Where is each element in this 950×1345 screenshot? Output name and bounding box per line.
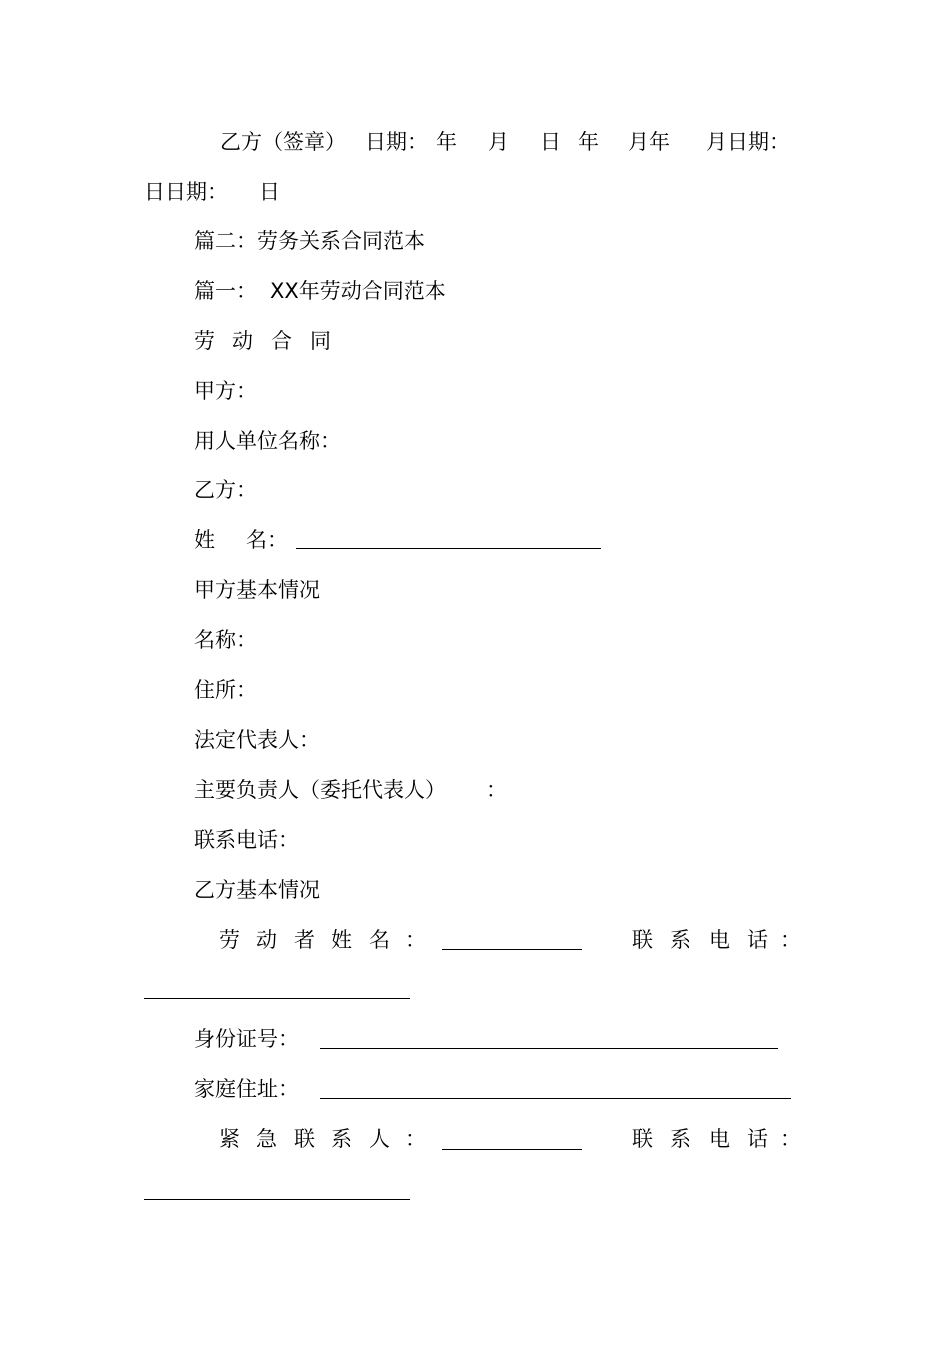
month-label: 月 [488, 130, 509, 154]
day-label-2: 日 [259, 180, 280, 204]
emergency-phone-char: 联 [632, 1127, 653, 1151]
worker-name-blank[interactable] [442, 949, 582, 950]
emergency-phone-char: 电 [709, 1127, 730, 1151]
id-number-blank[interactable] [320, 1048, 778, 1049]
employer-name-label: 用人单位名称： [194, 429, 341, 453]
emergency-contact-blank[interactable] [442, 1149, 582, 1150]
worker-name-char: 劳 [219, 928, 240, 952]
emergency-contact-char: 系 [331, 1127, 352, 1151]
emergency-phone-char: 话 [747, 1127, 768, 1151]
emergency-contact-char: 人 [369, 1127, 390, 1151]
phone-label: 联系电话： [194, 828, 299, 852]
contract-title-char: 劳 [194, 329, 215, 353]
worker-name-char: 名 [369, 928, 390, 952]
name-label-char: 名： [246, 528, 288, 552]
party-b-label: 乙方： [194, 478, 257, 502]
home-address-blank[interactable] [320, 1098, 791, 1099]
emergency-contact-char: ： [405, 1127, 426, 1151]
contract-title-char: 同 [310, 329, 331, 353]
emergency-phone-char: 系 [670, 1127, 691, 1151]
month-date-label: 月日期： [706, 130, 790, 154]
year-label: 年 [436, 130, 457, 154]
section-one-prefix: 篇一： [194, 279, 257, 303]
year-label-2: 年 [578, 130, 599, 154]
name-label-char: 姓 [194, 528, 215, 552]
emergency-contact-char: 急 [256, 1127, 277, 1151]
principal-label: 主要负责人（委托代表人） [194, 778, 446, 802]
party-a-label: 甲方： [194, 379, 257, 403]
worker-phone-blank[interactable] [144, 998, 410, 999]
party-b-seal-label: 乙方（签章） [220, 130, 346, 154]
party-a-info-heading: 甲方基本情况 [194, 578, 320, 602]
worker-phone-char: 联 [632, 928, 653, 952]
party-b-info-heading: 乙方基本情况 [194, 878, 320, 902]
worker-phone-char: 系 [670, 928, 691, 952]
worker-name-char: 者 [294, 928, 315, 952]
legal-rep-label: 法定代表人： [194, 728, 320, 752]
month-year-label: 月年 [628, 130, 670, 154]
contract-title-char: 合 [271, 329, 292, 353]
id-number-label: 身份证号： [194, 1027, 299, 1051]
date-label: 日期： [365, 130, 428, 154]
name-blank-line[interactable] [296, 548, 601, 549]
home-address-label: 家庭住址： [194, 1077, 299, 1101]
worker-name-char: ： [405, 928, 426, 952]
company-name-label: 名称： [194, 628, 257, 652]
address-label: 住所： [194, 678, 257, 702]
worker-phone-char: ： [780, 928, 801, 952]
worker-phone-char: 话 [747, 928, 768, 952]
emergency-contact-char: 紧 [219, 1127, 240, 1151]
day-date-label: 日日期： [144, 180, 228, 204]
worker-name-char: 动 [256, 928, 277, 952]
emergency-phone-char: ： [780, 1127, 801, 1151]
day-label: 日 [540, 130, 561, 154]
section-two-heading: 篇二：劳务关系合同范本 [194, 229, 425, 253]
worker-name-char: 姓 [331, 928, 352, 952]
section-one-title: XX年劳动合同范本 [270, 279, 446, 303]
principal-colon: ： [486, 778, 507, 802]
emergency-contact-char: 联 [294, 1127, 315, 1151]
contract-title-char: 动 [232, 329, 253, 353]
emergency-phone-blank[interactable] [144, 1199, 410, 1200]
worker-phone-char: 电 [709, 928, 730, 952]
